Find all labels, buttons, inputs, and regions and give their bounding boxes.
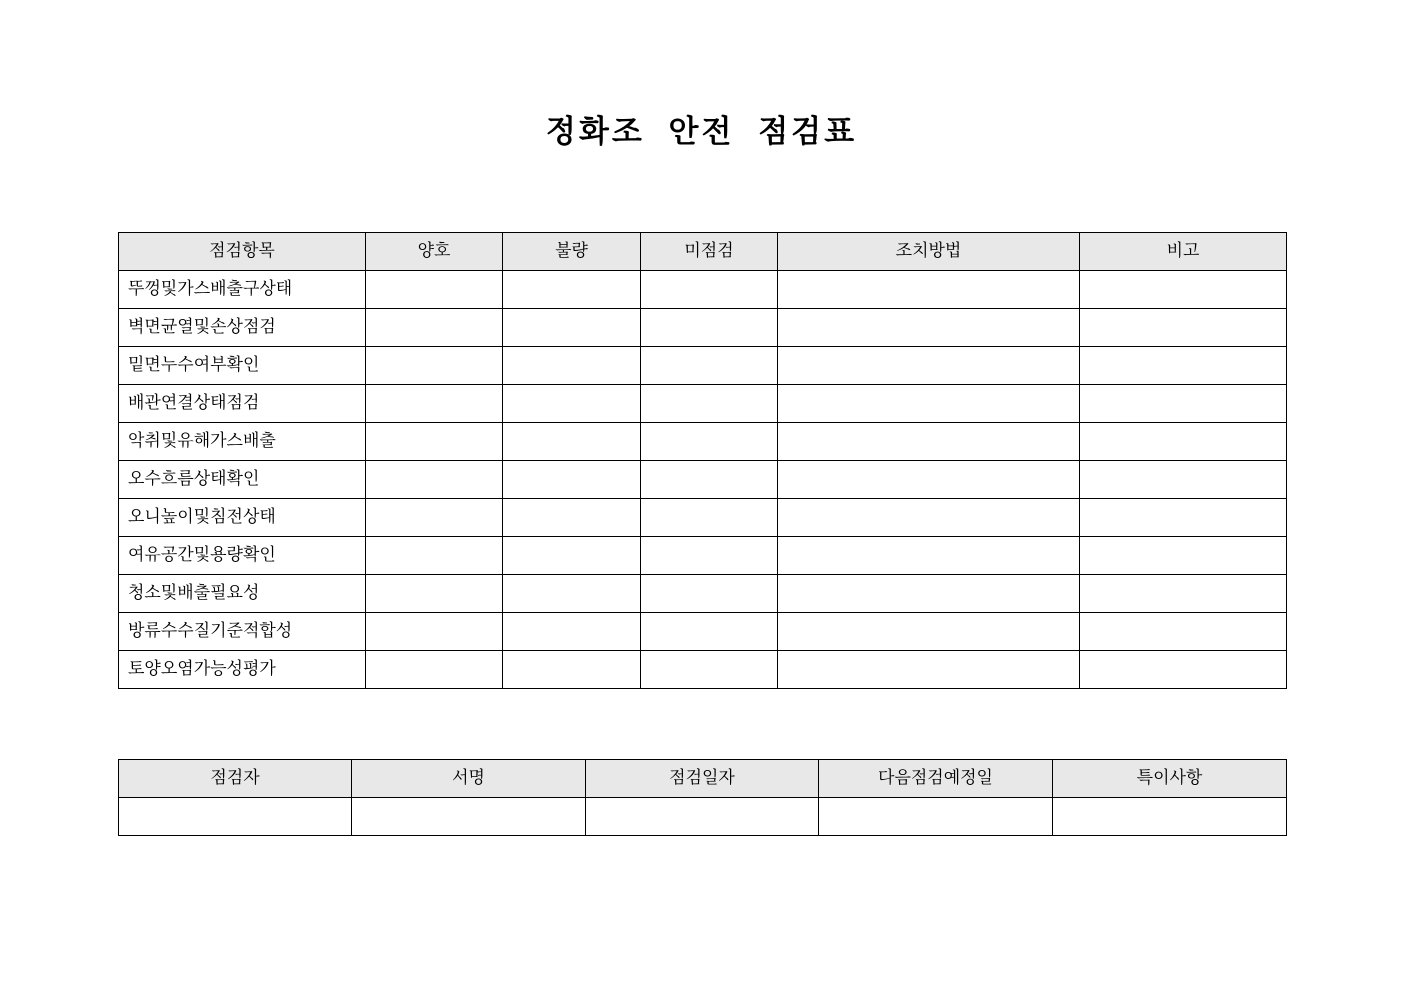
not-inspected-cell[interactable] xyxy=(641,271,778,309)
action-method-cell[interactable] xyxy=(778,309,1080,347)
inspection-row xyxy=(119,423,1287,461)
not-inspected-cell[interactable] xyxy=(641,385,778,423)
bad-cell[interactable] xyxy=(503,461,641,499)
inspection-row xyxy=(119,613,1287,651)
good-cell[interactable] xyxy=(366,613,503,651)
inspection-item-label: 토양오염가능성평가 xyxy=(119,651,366,689)
action-method-cell[interactable] xyxy=(778,575,1080,613)
special-notes-field[interactable] xyxy=(1053,798,1287,836)
remarks-cell[interactable] xyxy=(1080,575,1287,613)
remarks-cell[interactable] xyxy=(1080,613,1287,651)
header-signature: 서명 xyxy=(352,760,586,798)
inspection-item-label: 오수흐름상태확인 xyxy=(119,461,366,499)
header-next-inspection-date: 다음점검예정일 xyxy=(819,760,1053,798)
not-inspected-cell[interactable] xyxy=(641,499,778,537)
not-inspected-cell[interactable] xyxy=(641,309,778,347)
bad-cell[interactable] xyxy=(503,347,641,385)
inspection-date-field[interactable] xyxy=(586,798,819,836)
inspector-field[interactable] xyxy=(119,798,352,836)
good-cell[interactable] xyxy=(366,385,503,423)
inspection-item-label: 배관연결상태점검 xyxy=(119,385,366,423)
not-inspected-cell[interactable] xyxy=(641,537,778,575)
header-bad: 불량 xyxy=(503,233,641,271)
action-method-cell[interactable] xyxy=(778,651,1080,689)
not-inspected-cell[interactable] xyxy=(641,347,778,385)
action-method-cell[interactable] xyxy=(778,461,1080,499)
header-inspection-item: 점검항목 xyxy=(119,233,366,271)
remarks-cell[interactable] xyxy=(1080,499,1287,537)
inspection-item-label: 뚜껑및가스배출구상태 xyxy=(119,271,366,309)
good-cell[interactable] xyxy=(366,651,503,689)
remarks-cell[interactable] xyxy=(1080,537,1287,575)
inspection-item-label: 방류수수질기준적합성 xyxy=(119,613,366,651)
not-inspected-cell[interactable] xyxy=(641,575,778,613)
inspection-row xyxy=(119,309,1287,347)
action-method-cell[interactable] xyxy=(778,499,1080,537)
header-remarks: 비고 xyxy=(1080,233,1287,271)
header-special-notes: 특이사항 xyxy=(1053,760,1287,798)
bad-cell[interactable] xyxy=(503,271,641,309)
action-method-cell[interactable] xyxy=(778,613,1080,651)
inspection-table xyxy=(118,232,1287,689)
remarks-cell[interactable] xyxy=(1080,271,1287,309)
good-cell[interactable] xyxy=(366,309,503,347)
inspection-item-label: 오니높이및침전상태 xyxy=(119,499,366,537)
good-cell[interactable] xyxy=(366,271,503,309)
inspection-item-label: 악취및유해가스배출 xyxy=(119,423,366,461)
inspection-row xyxy=(119,385,1287,423)
action-method-cell[interactable] xyxy=(778,271,1080,309)
inspection-item-label: 밑면누수여부확인 xyxy=(119,347,366,385)
inspection-row xyxy=(119,537,1287,575)
bad-cell[interactable] xyxy=(503,613,641,651)
document-title: 정화조 안전 점검표 xyxy=(545,114,858,150)
not-inspected-cell[interactable] xyxy=(641,651,778,689)
action-method-cell[interactable] xyxy=(778,423,1080,461)
good-cell[interactable] xyxy=(366,575,503,613)
bad-cell[interactable] xyxy=(503,651,641,689)
bad-cell[interactable] xyxy=(503,575,641,613)
not-inspected-cell[interactable] xyxy=(641,461,778,499)
action-method-cell[interactable] xyxy=(778,385,1080,423)
good-cell[interactable] xyxy=(366,461,503,499)
header-action-method: 조치방법 xyxy=(778,233,1080,271)
remarks-cell[interactable] xyxy=(1080,347,1287,385)
signature-header-row xyxy=(119,760,1287,798)
good-cell[interactable] xyxy=(366,423,503,461)
inspection-row xyxy=(119,347,1287,385)
inspection-item-label: 청소및배출필요성 xyxy=(119,575,366,613)
bad-cell[interactable] xyxy=(503,309,641,347)
good-cell[interactable] xyxy=(366,537,503,575)
action-method-cell[interactable] xyxy=(778,347,1080,385)
inspection-row xyxy=(119,271,1287,309)
remarks-cell[interactable] xyxy=(1080,385,1287,423)
inspection-item-label: 여유공간및용량확인 xyxy=(119,537,366,575)
signature-table xyxy=(118,759,1287,836)
inspection-row xyxy=(119,461,1287,499)
action-method-cell[interactable] xyxy=(778,537,1080,575)
header-inspection-date: 점검일자 xyxy=(586,760,819,798)
header-not-inspected: 미점검 xyxy=(641,233,778,271)
header-inspector: 점검자 xyxy=(119,760,352,798)
signature-entry-row xyxy=(119,798,1287,836)
bad-cell[interactable] xyxy=(503,423,641,461)
signature-field[interactable] xyxy=(352,798,586,836)
bad-cell[interactable] xyxy=(503,385,641,423)
good-cell[interactable] xyxy=(366,347,503,385)
remarks-cell[interactable] xyxy=(1080,309,1287,347)
inspection-row xyxy=(119,499,1287,537)
remarks-cell[interactable] xyxy=(1080,651,1287,689)
remarks-cell[interactable] xyxy=(1080,461,1287,499)
inspection-header-row xyxy=(119,233,1287,271)
inspection-row xyxy=(119,575,1287,613)
inspection-row xyxy=(119,651,1287,689)
not-inspected-cell[interactable] xyxy=(641,423,778,461)
not-inspected-cell[interactable] xyxy=(641,613,778,651)
good-cell[interactable] xyxy=(366,499,503,537)
inspection-item-label: 벽면균열및손상점검 xyxy=(119,309,366,347)
remarks-cell[interactable] xyxy=(1080,423,1287,461)
bad-cell[interactable] xyxy=(503,537,641,575)
header-good: 양호 xyxy=(366,233,503,271)
bad-cell[interactable] xyxy=(503,499,641,537)
next-inspection-date-field[interactable] xyxy=(819,798,1053,836)
